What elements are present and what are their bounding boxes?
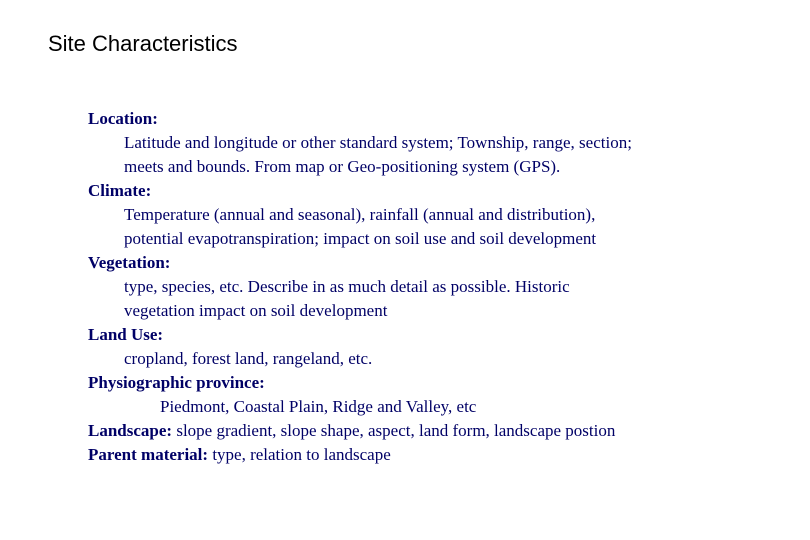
section-location (88, 107, 798, 179)
parent-material-line (88, 443, 798, 467)
location-line-2: meets and bounds. From map or Geo-positioning system (GPS). (124, 157, 561, 176)
climate-heading: Climate: (88, 181, 152, 200)
vegetation-line-2: vegetation impact on soil development (124, 301, 388, 320)
section-climate (88, 179, 798, 251)
landscape-heading: Landscape: (88, 421, 173, 440)
location-line-1: Latitude and longitude or other standard system; Township, range, section; (124, 133, 632, 152)
section-vegetation (88, 251, 798, 323)
physiographic-line-1: Piedmont, Coastal Plain, Ridge and Valley, etc (160, 397, 477, 416)
landscape-line (88, 419, 798, 443)
section-parent-material (88, 443, 798, 467)
vegetation-heading: Vegetation: (88, 253, 171, 272)
slide-title: Site Characteristics (48, 31, 238, 56)
landscape-text: slope gradient, slope shape, aspect, land form, landscape postion (176, 421, 616, 440)
climate-line-1: Temperature (annual and seasonal), rainfall (annual and distribution), (124, 205, 596, 224)
location-heading: Location: (88, 109, 158, 128)
parent-material-heading: Parent material: (88, 445, 209, 464)
vegetation-line-1: type, species, etc. Describe in as much detail as possible. Historic (124, 277, 570, 296)
land-use-heading: Land Use: (88, 325, 164, 344)
land-use-line-1: cropland, forest land, rangeland, etc. (124, 349, 373, 368)
section-landscape (88, 419, 798, 443)
section-land-use (88, 323, 798, 371)
section-physiographic-province (88, 371, 798, 419)
site-characteristics-list (88, 107, 798, 467)
physiographic-heading: Physiographic province: (88, 373, 265, 392)
climate-line-2: potential evapotranspiration; impact on soil use and soil development (124, 229, 597, 248)
parent-material-text: type, relation to landscape (212, 445, 391, 464)
